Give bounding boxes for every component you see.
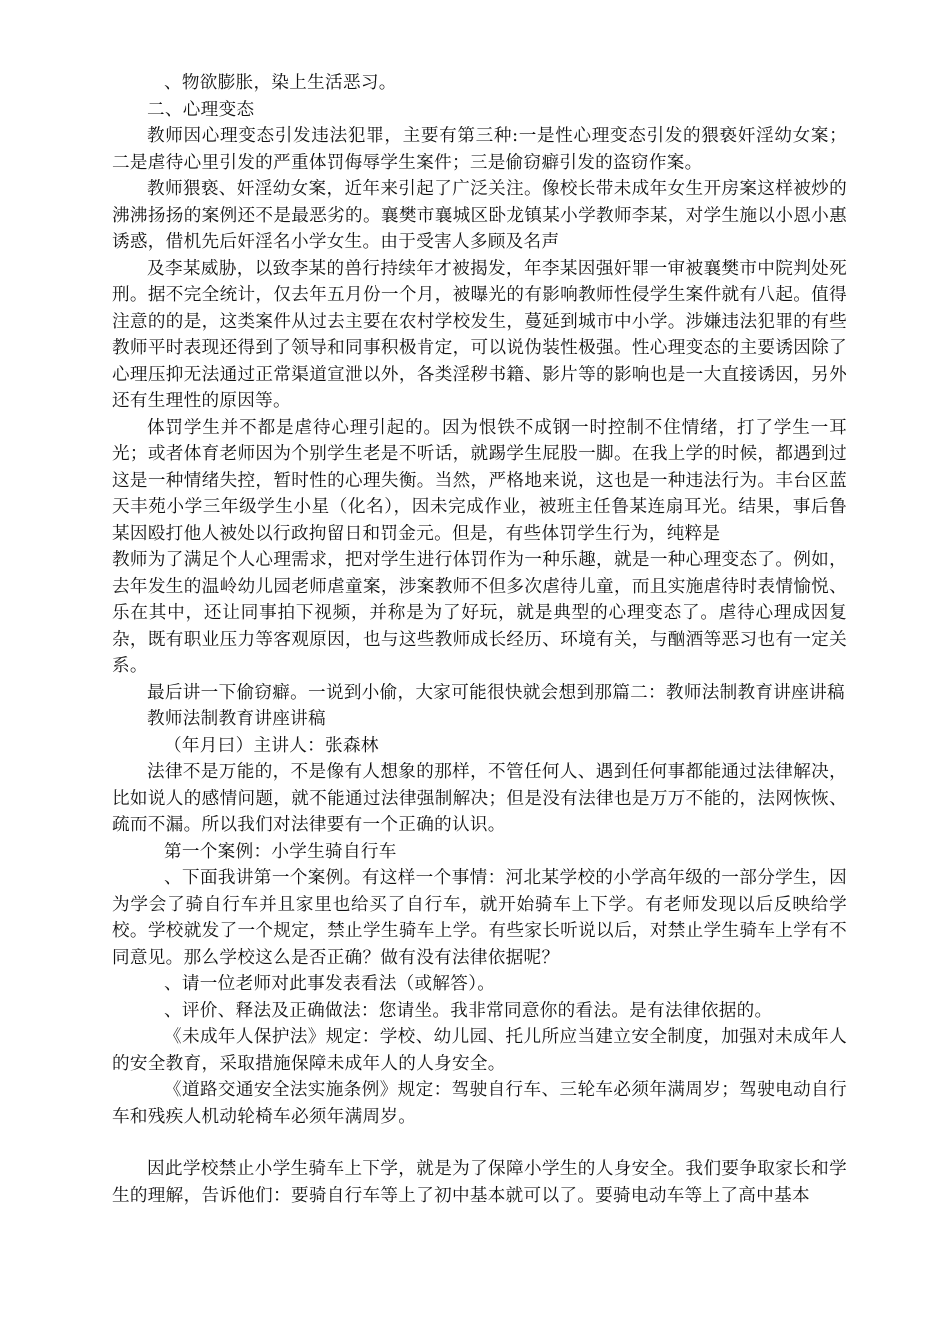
law-citation: 《道路交通安全法实施条例》规定：驾驶自行车、三轮车必须年满周岁；驾驶电动自行车和残疾人机动轮椅车必须年满周岁。 (112, 1080, 847, 1127)
section-heading: 二、心理变态 (147, 99, 255, 120)
blank-line (112, 1130, 847, 1156)
paragraph: 、评价、释法及正确做法：您请坐。我非常同意你的看法。是有法律依据的。 (164, 1000, 773, 1021)
paragraph: 教师为了满足个人心理需求，把对学生进行体罚作为一种乐趣，就是一种心理变态了。例如，去年发生的温岭幼儿园老师虐童案，涉案教师不但多次虐待儿童，而且实施虐待时表情愉悦、乐在其中，还让同事拍下视频，并称是为了好玩，就是典型的心理变态了。虐待心理成因复杂，既有职业压力等客观原因，也与这些教师成长经历、环境有关，与酗酒等恶习也有一定关系。 (112, 550, 847, 676)
law-citation: 《未成年人保护法》规定：学校、幼儿园、托儿所应当建立安全制度，加强对未成年人的安全教育，采取措施保障未成年人的人身安全。 (112, 1027, 847, 1074)
paragraph: 、下面我讲第一个案例。有这样一个事情：河北某学校的小学高年级的一部分学生，因为学会了骑自行车并且家里也给买了自行车，就开始骑车上下学。有老师发现以后反映给学校。学校就发了一个规定，禁止学生骑车上学。有些家长听说以后，对禁止学生骑车上学有不同意见。那么学校这么是否正确？做有没有法律依据呢？ (112, 868, 847, 968)
paragraph: 、物欲膨胀，染上生活恶习。 (164, 73, 397, 93)
paragraph: 最后讲一下偷窃癖。一说到小偷，大家可能很快就会想到那篇二：教师法制教育讲座讲稿 (147, 682, 845, 703)
paragraph: 、请一位老师对此事发表看法（或解答）。 (164, 974, 496, 994)
paragraph: 法律不是万能的，不是像有人想象的那样，不管任何人、遇到任何事都能通过法律解决，比如说人的感情问题，就不能通过法律强制解决；但是没有法律也是万万不能的，法网恢恢、疏而不漏。所以我们对法律要有一个正确的认识。 (112, 762, 847, 835)
paragraph: 及李某威胁，以致李某的兽行持续年才被揭发，年李某因强奸罪一审被襄樊市中院判处死刑。据不完全统计，仅去年五月份一个月，被曝光的有影响教师性侵学生案件就有八起。值得注意的的是，这类案件从过去主要在农村学校发生，蔓延到城市中小学。涉嫌违法犯罪的有些教师平时表现还得到了领导和同事积极肯定，可以说伪装性极强。性心理变态的主要诱因除了心理压抑无法通过正常渠道宣泄以外，各类淫秽书籍、影片等的影响也是一大直接诱因，另外还有生理性的原因等。 (112, 258, 847, 411)
paragraph: 教师猥亵、奸淫幼女案，近年来引起了广泛关注。像校长带未成年女生开房案这样被炒的沸沸扬扬的案例还不是最恶劣的。襄樊市襄城区卧龙镇某小学教师李某，对学生施以小恩小惠诱惑，借机先后奸淫名小学女生。由于受害人多顾及名声 (112, 179, 847, 252)
paragraph: 因此学校禁止小学生骑车上下学，就是为了保障小学生的人身安全。我们要争取家长和学生的理解，告诉他们：要骑自行车等上了初中基本就可以了。要骑电动车等上了高中基本 (112, 1159, 847, 1206)
lecture-title: 教师法制教育讲座讲稿 (147, 709, 326, 729)
paragraph: 教师因心理变态引发违法犯罪，主要有第三种:一是性心理变态引发的猥亵奸淫幼女案；二是虐待心里引发的严重体罚侮辱学生案件；三是偷窃癖引发的盗窃作案。 (112, 126, 847, 173)
case-heading: 第一个案例：小学生骑自行车 (164, 841, 397, 862)
paragraph: 体罚学生并不都是虐待心理引起的。因为恨铁不成钢一时控制不住情绪，打了学生一耳光；或者体育老师因为个别学生老是不听话，就踢学生屁股一脚。在我上学的时候，都遇到过这是一种情绪失控，暂时性的心理失衡。当然，严格地来说，这也是一种违法行为。丰台区蓝天丰苑小学三年级学生小星（化名），因未完成作业，被班主任鲁某连扇耳光。结果，事后鲁某因殴打他人被处以行政拘留日和罚金元。但是，有些体罚学生行为，纯粹是 (112, 417, 847, 544)
document-body (112, 70, 847, 1209)
lecture-date-speaker: （年月曰）主讲人：张森林 (164, 735, 379, 756)
